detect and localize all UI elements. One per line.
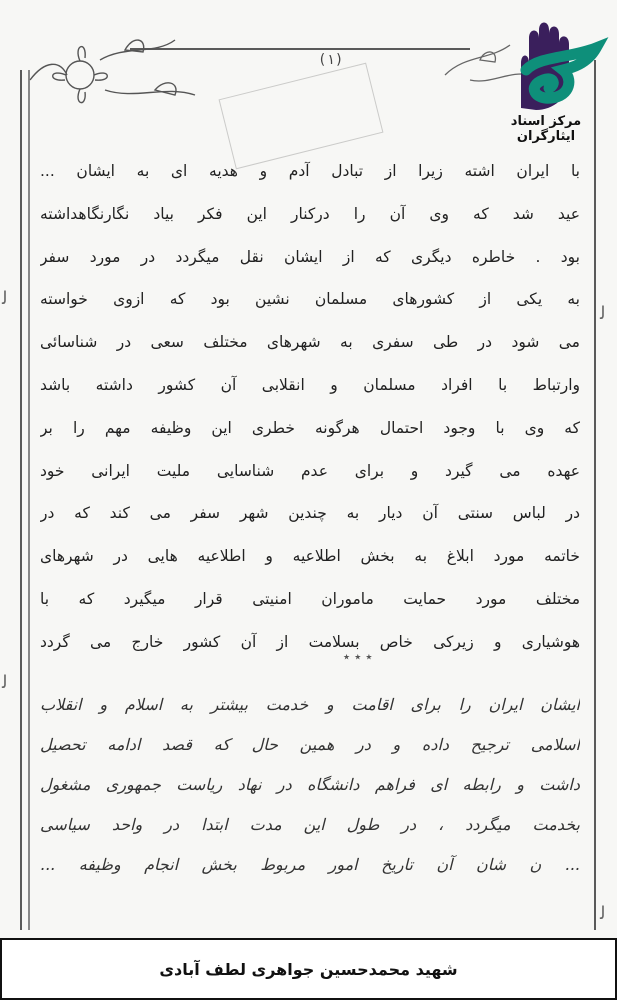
- caption-box: [0, 938, 617, 1000]
- typed-line: عهده می گیرد و برای عدم شناسایی ملیت ایرانی خود: [40, 461, 580, 480]
- handwritten-line: ایشان ایران را برای اقامت و خدمت بیشتر به اسلام و انقلاب: [40, 695, 580, 714]
- floral-ornament-top-left: [25, 20, 215, 115]
- typed-line: مختلف مورد حمایت ماموران امنیتی قرار میگیرد که با: [40, 589, 580, 608]
- handwritten-line: اسلامی ترجیح داده و در همین حال که قصد ادامه تحصیل: [40, 735, 580, 754]
- typed-line: به یکی از کشورهای مسلمان نشین بود که ازوی خواسته: [40, 290, 580, 309]
- typed-text-block: [40, 150, 580, 664]
- margin-mark-right: ﻟ: [600, 903, 606, 924]
- margin-mark-left: ﻟ: [2, 672, 8, 693]
- margin-mark-right: ﻟ: [600, 303, 606, 324]
- margin-mark-left: ﻟ: [2, 288, 8, 309]
- typed-line: هوشیاری و زیرکی خاص بسلامت از آن کشور خارج می گردد: [40, 632, 580, 651]
- border-left-inner: [28, 70, 30, 930]
- page-number: (١): [318, 52, 344, 68]
- handwritten-line: بخدمت میگردد ، در طول این مدت ابتدا در واحد سیاسی: [40, 815, 580, 834]
- typed-line: می شود در طی سفری به شهرهای مختلف سعی در شناسائی: [40, 333, 580, 352]
- section-separator: ٭ ٭ ٭: [343, 650, 373, 665]
- handwritten-line: داشت و رابطه ای فراهم دانشگاه در نهاد ریاست جمهوری مشغول: [40, 775, 580, 794]
- typed-line: وارتباط با افراد مسلمان و انقلابی آن کشور داشته باشد: [40, 375, 580, 394]
- handwritten-text-block: [40, 685, 580, 885]
- caption-text: شهید محمدحسین جواهری لطف آبادی: [159, 959, 458, 979]
- logo-caption: مرکز اسناد ایثارگران: [510, 114, 582, 144]
- hand-logo-icon: [491, 8, 609, 120]
- handwritten-line: ... ن شان آن تاریخ امور مربوط بخش انجام وظیفه ...: [40, 855, 580, 874]
- typed-line: عید شد که وی آن را درکنار این فکر بیاد نگارنگاهداشته: [40, 204, 580, 223]
- typed-line: خاتمه مورد ابلاغ به بخش اطلاعیه و اطلاعیه هایی در شهرهای: [40, 547, 580, 566]
- typed-line: با ایران اشته زیرا از تبادل آدم و هدیه ای به ایشان ...: [40, 162, 580, 180]
- typed-line: در لباس سنتی آن دیار به چندین شهر سفر می کند که در: [40, 504, 580, 523]
- typed-line: که وی با وجود احتمال هرگونه خطری این وظیفه مهم را بر: [40, 418, 580, 437]
- typed-line: بود . خاطره دیگری که از ایشان نقل میگردد در مورد سفر: [40, 247, 580, 266]
- border-right: [594, 60, 596, 930]
- border-left: [20, 70, 22, 930]
